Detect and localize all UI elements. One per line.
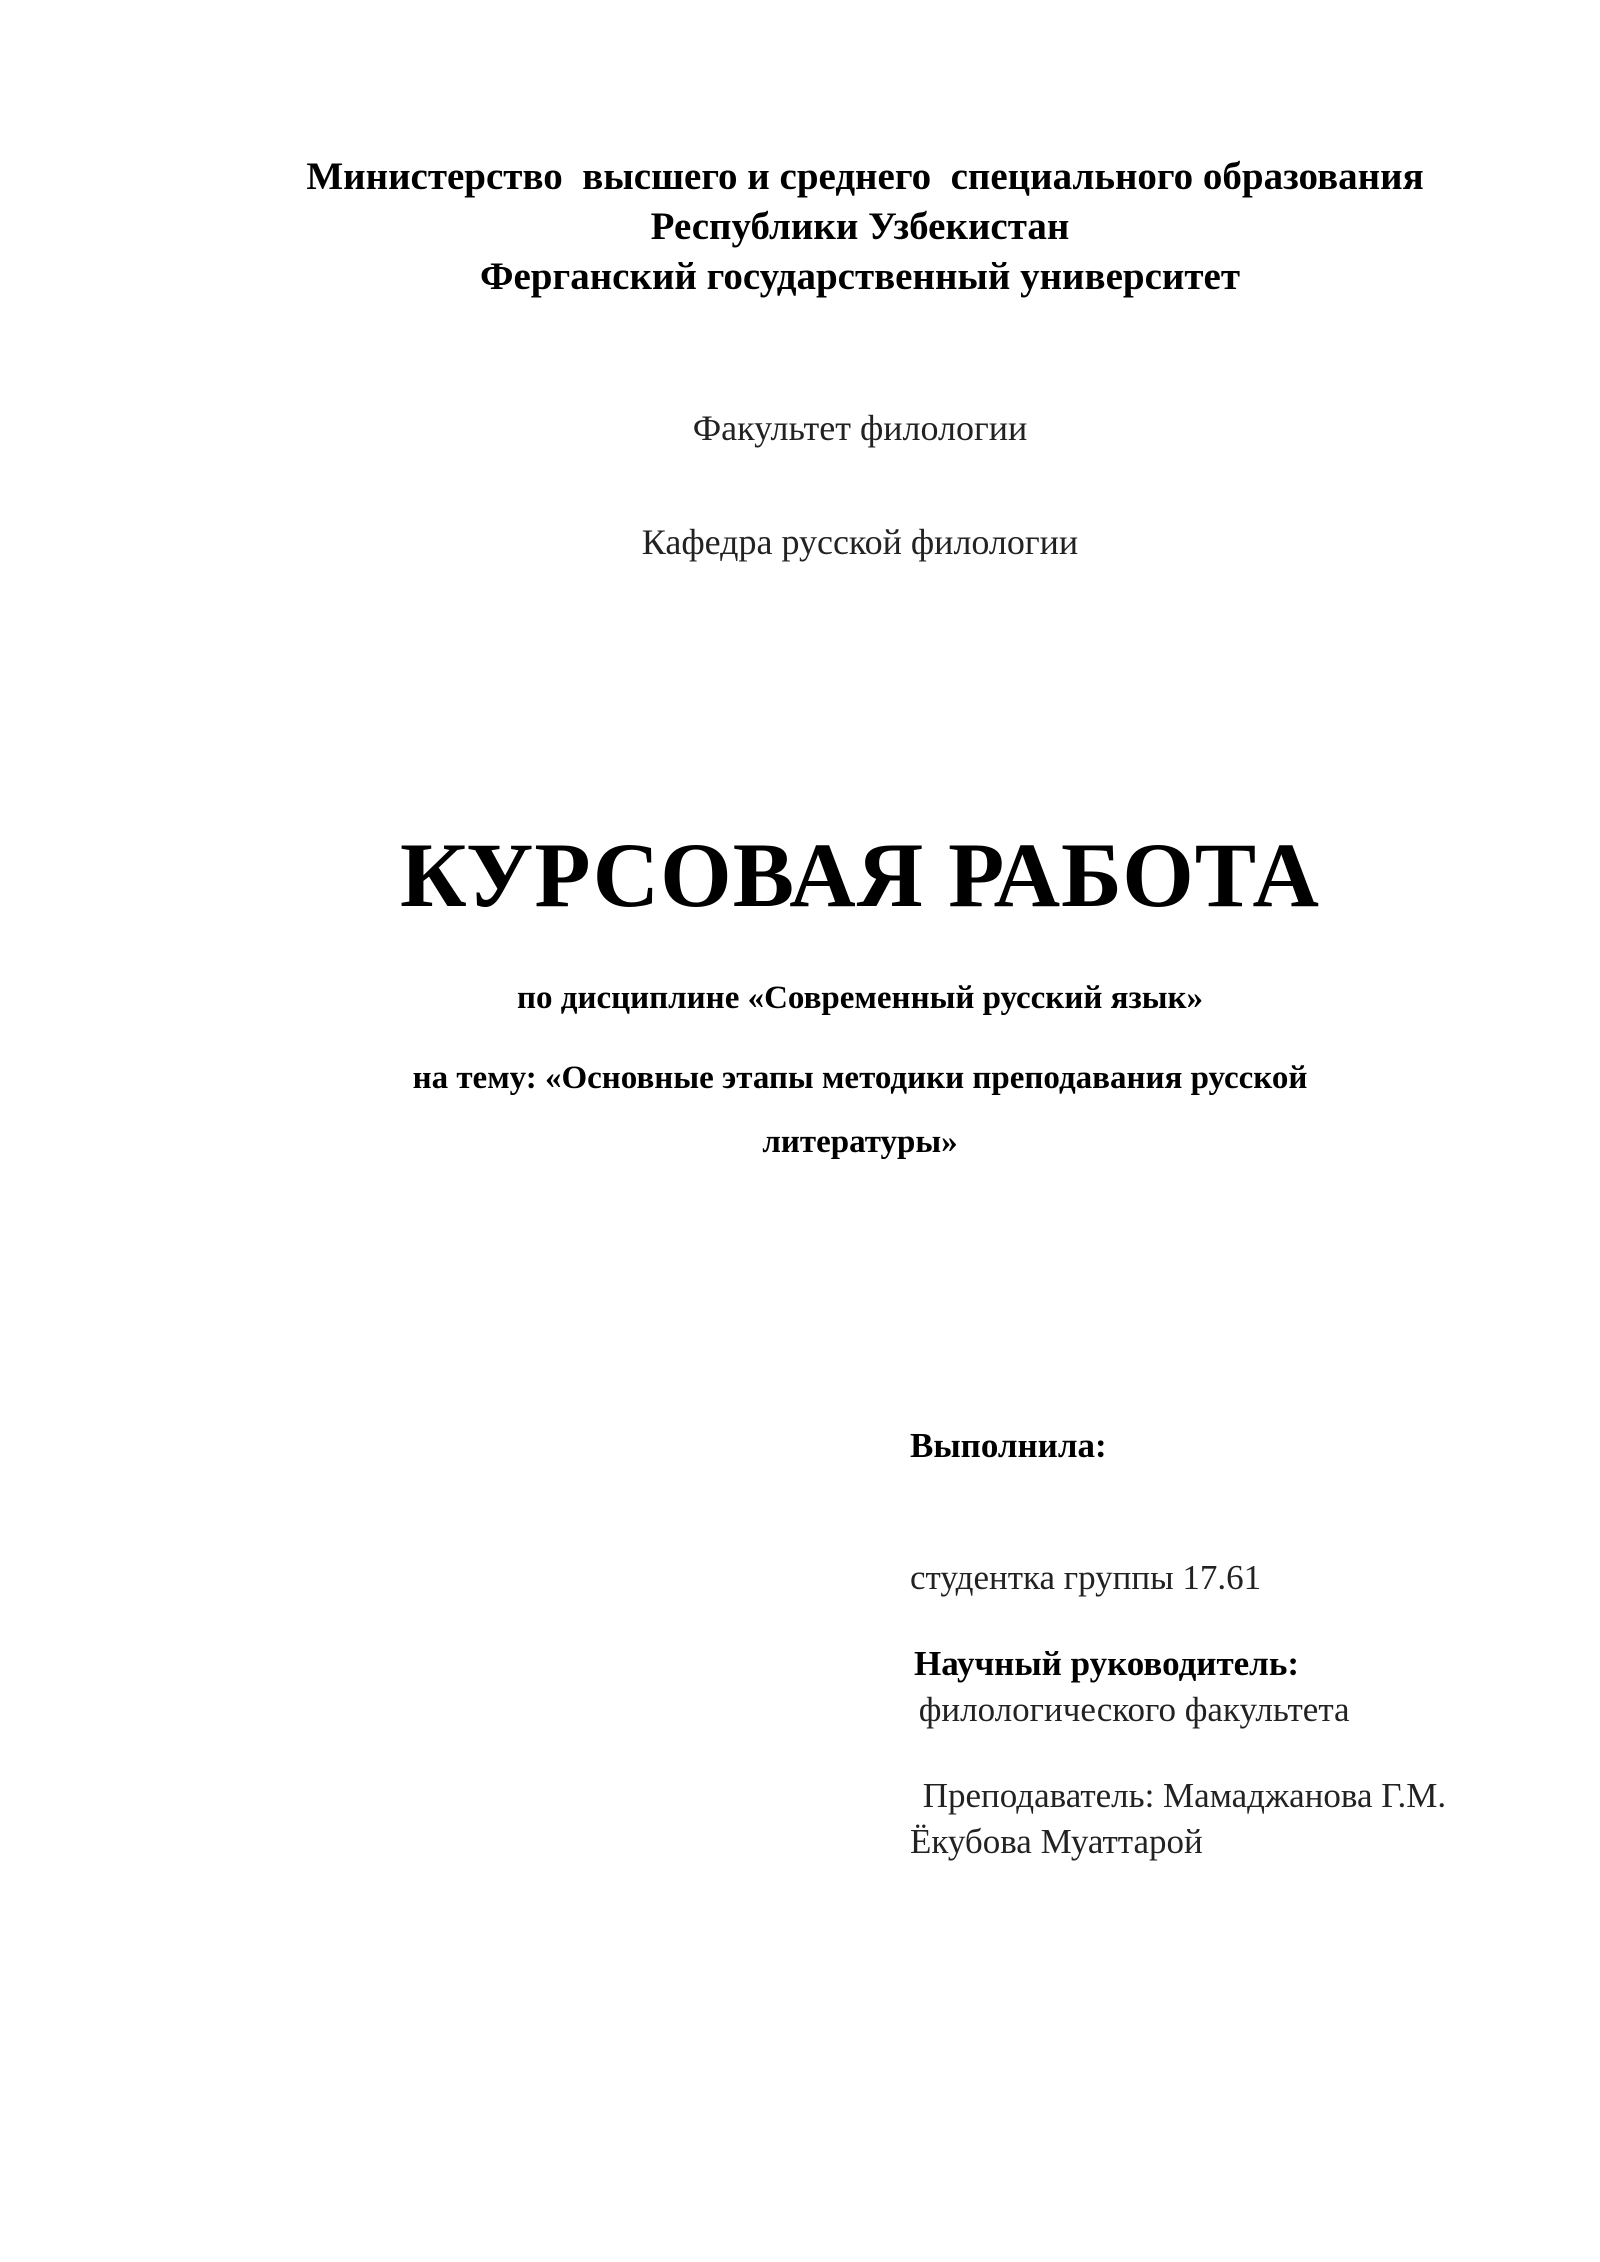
supervisor-name: Преподаватель: Мамаджанова Г.М. — [914, 1776, 1447, 1815]
performer-faculty: филологического факультета — [910, 1690, 1350, 1729]
performer-group: студентка группы 17.61 — [910, 1558, 1262, 1597]
discipline-line: по дисциплине «Современный русский язык» — [517, 980, 1203, 1016]
performer-name: Ёкубова Муаттарой — [910, 1822, 1203, 1861]
ministry-line: Министерство высшего и среднего специального образования — [306, 155, 1424, 198]
document-title: КУРСОВАЯ РАБОТА — [400, 824, 1320, 926]
performer-label: Выполнила: — [910, 1426, 1107, 1465]
republic-line: Республики Узбекистан — [650, 205, 1070, 248]
supervisor-block — [914, 1554, 1446, 1906]
university-line: Ферганский государственный университет — [479, 255, 1240, 298]
department-line: Кафедра русской филологии — [641, 522, 1079, 562]
topic-line-2: литературы» — [762, 1124, 958, 1160]
supervisor-label: Научный руководитель: — [914, 1644, 1299, 1683]
topic-line-1: на тему: «Основные этапы методики преподавания русской — [412, 1060, 1308, 1096]
faculty-line: Факультет филологии — [692, 408, 1028, 448]
